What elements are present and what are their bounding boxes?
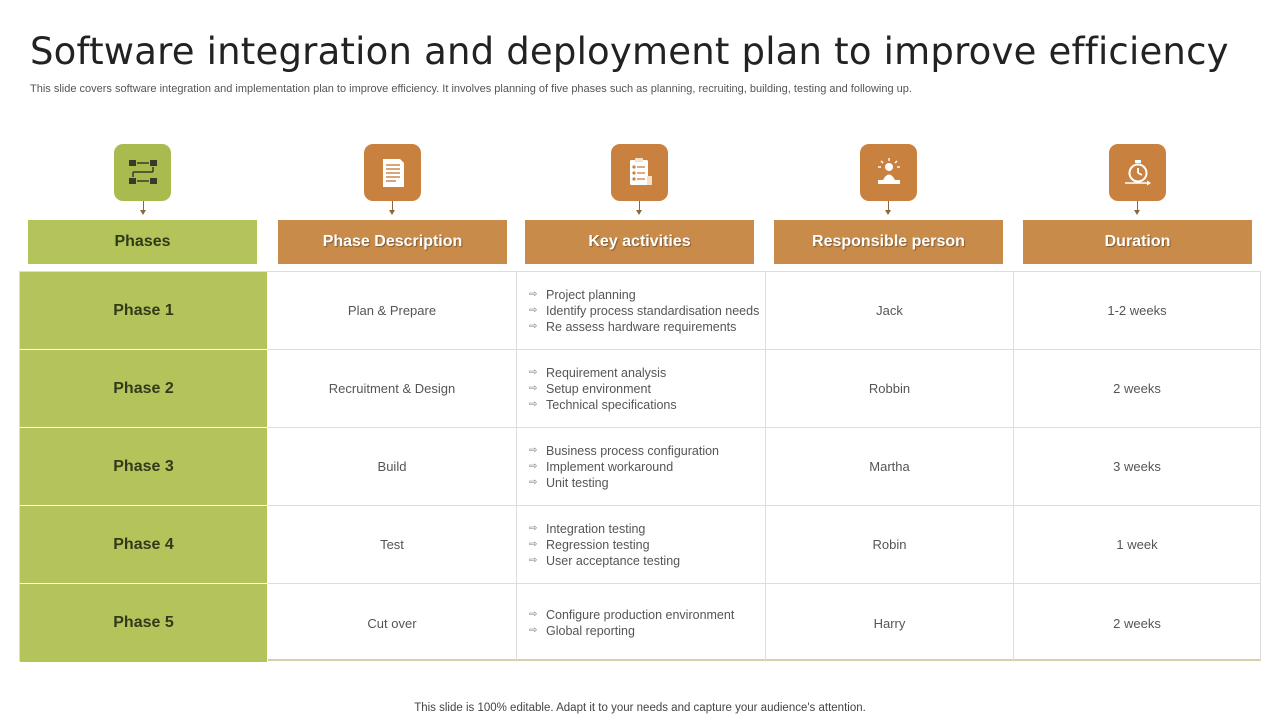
connector-arrow bbox=[636, 210, 642, 215]
phase-cell: Phase 4 bbox=[20, 506, 268, 584]
arrow-bullet-icon: ⇨ bbox=[529, 398, 538, 410]
description-cell: Test bbox=[268, 506, 517, 584]
document-icon bbox=[364, 144, 421, 201]
activities-cell bbox=[517, 350, 766, 428]
list-item: ⇨ Requirement analysis bbox=[529, 365, 667, 380]
list-item: ⇨ Implement workaround bbox=[529, 459, 674, 474]
connector-arrow bbox=[885, 210, 891, 215]
activities-cell bbox=[517, 428, 766, 506]
duration-cell: 3 weeks bbox=[1014, 428, 1260, 506]
connector-arrow bbox=[1134, 210, 1140, 215]
arrow-bullet-icon: ⇨ bbox=[529, 460, 538, 472]
header-responsible-person: Responsible person bbox=[774, 220, 1003, 264]
table-row bbox=[20, 506, 1260, 584]
phase-cell: Phase 3 bbox=[20, 428, 268, 506]
list-item: ⇨ Configure production environment bbox=[529, 608, 735, 622]
activities-cell bbox=[517, 584, 766, 662]
activities-list bbox=[529, 521, 680, 569]
activities-list bbox=[529, 443, 719, 491]
connector-arrow bbox=[389, 210, 395, 215]
phase-cell: Phase 1 bbox=[20, 272, 268, 350]
table-row bbox=[20, 272, 1260, 350]
list-item: ⇨ Regression testing bbox=[529, 537, 650, 552]
activities-list bbox=[529, 607, 734, 639]
arrow-bullet-icon: ⇨ bbox=[529, 320, 538, 332]
list-item: ⇨ Integration testing bbox=[529, 521, 646, 536]
activities-cell bbox=[517, 272, 766, 350]
stopwatch-icon bbox=[1109, 144, 1166, 201]
arrow-bullet-icon: ⇨ bbox=[529, 609, 538, 620]
page-title: Software integration and deployment plan to improve efficiency bbox=[30, 30, 1229, 73]
arrow-bullet-icon: ⇨ bbox=[529, 382, 538, 394]
description-cell: Cut over bbox=[268, 584, 517, 662]
list-item: ⇨ Global reporting bbox=[529, 624, 635, 638]
header-duration: Duration bbox=[1023, 220, 1252, 264]
process-flow-icon bbox=[114, 144, 171, 201]
description-cell: Plan & Prepare bbox=[268, 272, 517, 350]
header-phase-description: Phase Description bbox=[278, 220, 507, 264]
arrow-bullet-icon: ⇨ bbox=[529, 476, 538, 488]
duration-cell: 2 weeks bbox=[1014, 350, 1260, 428]
list-item: ⇨ Re assess hardware requirements bbox=[529, 319, 737, 334]
arrow-bullet-icon: ⇨ bbox=[529, 304, 538, 316]
table-row bbox=[20, 584, 1260, 662]
phase-table bbox=[19, 271, 1261, 661]
duration-cell: 1 week bbox=[1014, 506, 1260, 584]
person-cell: Robbin bbox=[766, 350, 1014, 428]
checklist-icon bbox=[611, 144, 668, 201]
arrow-bullet-icon: ⇨ bbox=[529, 444, 538, 456]
person-cell: Jack bbox=[766, 272, 1014, 350]
person-cell: Harry bbox=[766, 584, 1014, 662]
person-cell: Martha bbox=[766, 428, 1014, 506]
list-item: ⇨ Identify process standardisation needs bbox=[529, 303, 760, 318]
list-item: ⇨ Setup environment bbox=[529, 381, 651, 396]
person-idea-icon bbox=[860, 144, 917, 201]
person-cell: Robin bbox=[766, 506, 1014, 584]
arrow-bullet-icon: ⇨ bbox=[529, 288, 538, 300]
list-item: ⇨ Project planning bbox=[529, 287, 636, 302]
list-item: ⇨ Technical specifications bbox=[529, 397, 677, 412]
activities-list bbox=[529, 287, 759, 335]
footer-note: This slide is 100% editable. Adapt it to your needs and capture your audience's attention. bbox=[414, 702, 866, 714]
description-cell: Recruitment & Design bbox=[268, 350, 517, 428]
list-item: ⇨ User acceptance testing bbox=[529, 553, 681, 568]
page-subtitle: This slide covers software integration and implementation plan to improve efficiency. It involves planning of five phases such as planning, recruiting, building, testing and following up. bbox=[30, 83, 912, 95]
arrow-bullet-icon: ⇨ bbox=[529, 538, 538, 550]
duration-cell: 2 weeks bbox=[1113, 615, 1161, 631]
phase-cell: Phase 2 bbox=[20, 350, 268, 428]
activities-cell bbox=[517, 506, 766, 584]
table-row bbox=[20, 428, 1260, 506]
arrow-bullet-icon: ⇨ bbox=[529, 554, 538, 566]
phase-cell: Phase 5 bbox=[20, 584, 268, 662]
connector-arrow bbox=[140, 210, 146, 215]
arrow-bullet-icon: ⇨ bbox=[529, 625, 538, 636]
list-item: ⇨ Unit testing bbox=[529, 475, 609, 490]
table-row bbox=[20, 350, 1260, 428]
duration-cell: 1-2 weeks bbox=[1014, 272, 1260, 350]
arrow-bullet-icon: ⇨ bbox=[529, 522, 538, 534]
header-key-activities: Key activities bbox=[525, 220, 754, 264]
activities-list bbox=[529, 365, 677, 413]
description-cell: Build bbox=[268, 428, 517, 506]
header-phases: Phases bbox=[28, 220, 257, 264]
arrow-bullet-icon: ⇨ bbox=[529, 366, 538, 378]
list-item: ⇨ Business process configuration bbox=[529, 443, 720, 458]
